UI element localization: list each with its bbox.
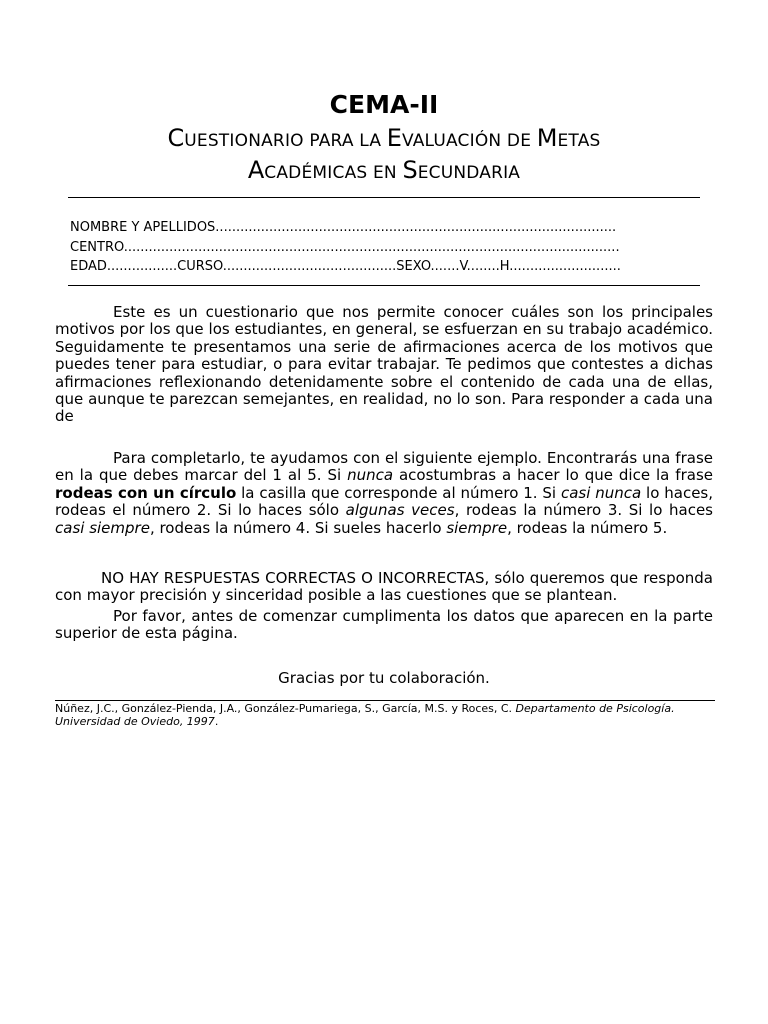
header-divider xyxy=(68,197,700,198)
text-run: acostumbras a hacer lo que dice la frase xyxy=(393,466,713,485)
subtitle-text: ECUNDARIA xyxy=(417,163,521,183)
document-subtitle-line2 xyxy=(0,156,768,187)
bold-run: rodeas con un círculo xyxy=(55,483,237,502)
text-run: lo haces, rodeas el número 2. Si lo haces sólo xyxy=(55,483,714,520)
footer-divider xyxy=(55,700,715,701)
document-subtitle-line1 xyxy=(0,124,768,155)
instructions-paragraph-1: Este es un cuestionario que nos permite conocer cuáles son los principales motivos por los que los estudiantes, en general, se esfuerzan en su trabajo académico. Seguidamente te presentamos una serie de afirmaciones acerca de los motivos que puedes tener para estudiar, o para evitar trabajar. Te pedimos que contestes a dichas afirmaciones reflexionando detenidamente sobre el contenido de cada una de ellas, que aunque te parezcan semejantes, en realidad, no lo son. Para responder a cada una de xyxy=(55,303,713,426)
emphasis-run: casi nunca xyxy=(560,483,642,502)
instructions-paragraph-4: Por favor, antes de comenzar cumplimenta los datos que aparecen en la parte superior de esta página. xyxy=(55,607,713,643)
subtitle-text: UESTIONARIO PARA LA xyxy=(184,131,387,151)
citation-authors: Núñez, J.C., González-Pienda, J.A., González-Pumariega, S., García, M.S. y Roces, C. xyxy=(55,702,516,715)
text-run: Para completarlo, te ayudamos con el siguiente ejemplo. Encontrarás una frase en la que debes marcar del 1 al 5. Si xyxy=(55,449,713,485)
subtitle-cap: M xyxy=(536,124,558,152)
document-title: CEMA-II xyxy=(329,90,439,119)
citation-end: . xyxy=(214,715,219,728)
emphasis-run: nunca xyxy=(347,466,394,485)
instructions-paragraph-2 xyxy=(55,450,713,537)
subtitle-text: CADÉMICAS EN xyxy=(264,163,403,183)
thanks-note: Gracias por tu colaboración. xyxy=(278,669,490,687)
text-run: , rodeas la número 5. xyxy=(507,518,668,537)
emphasis-run: algunas veces xyxy=(345,501,455,520)
subtitle-cap: A xyxy=(247,156,265,184)
text-run: , rodeas la número 3. Si lo haces xyxy=(454,501,713,520)
subtitle-cap: C xyxy=(167,124,185,152)
citation xyxy=(55,702,715,728)
subtitle-cap: E xyxy=(386,124,402,152)
personal-data-fields xyxy=(70,218,710,277)
field-age-course-sex[interactable]: EDAD.................CURSO..........................................SEXO.......V........H........................... xyxy=(70,259,621,274)
field-school[interactable]: CENTRO........................................................................................................................ xyxy=(70,239,620,255)
subtitle-text: VALUACIÓN DE xyxy=(401,131,537,151)
emphasis-run: siempre xyxy=(446,518,508,537)
fields-divider xyxy=(68,285,700,286)
text-run: , rodeas la número 4. Si sueles hacerlo xyxy=(149,518,447,537)
subtitle-cap: S xyxy=(402,156,418,184)
citation-institution: Departamento de Psicología. Universidad de Oviedo, 1997 xyxy=(55,702,675,728)
emphasis-run: casi siempre xyxy=(55,518,150,537)
field-name[interactable]: NOMBRE Y APELLIDOS................................................................................................. xyxy=(70,220,617,235)
subtitle-text: ETAS xyxy=(557,131,601,151)
text-run: la casilla que corresponde al número 1. Si xyxy=(236,483,561,502)
instructions-paragraph-3: NO HAY RESPUESTAS CORRECTAS O INCORRECTAS, sólo queremos que responda con mayor precisión y sinceridad posible a las cuestiones que se plantean. xyxy=(55,569,713,605)
